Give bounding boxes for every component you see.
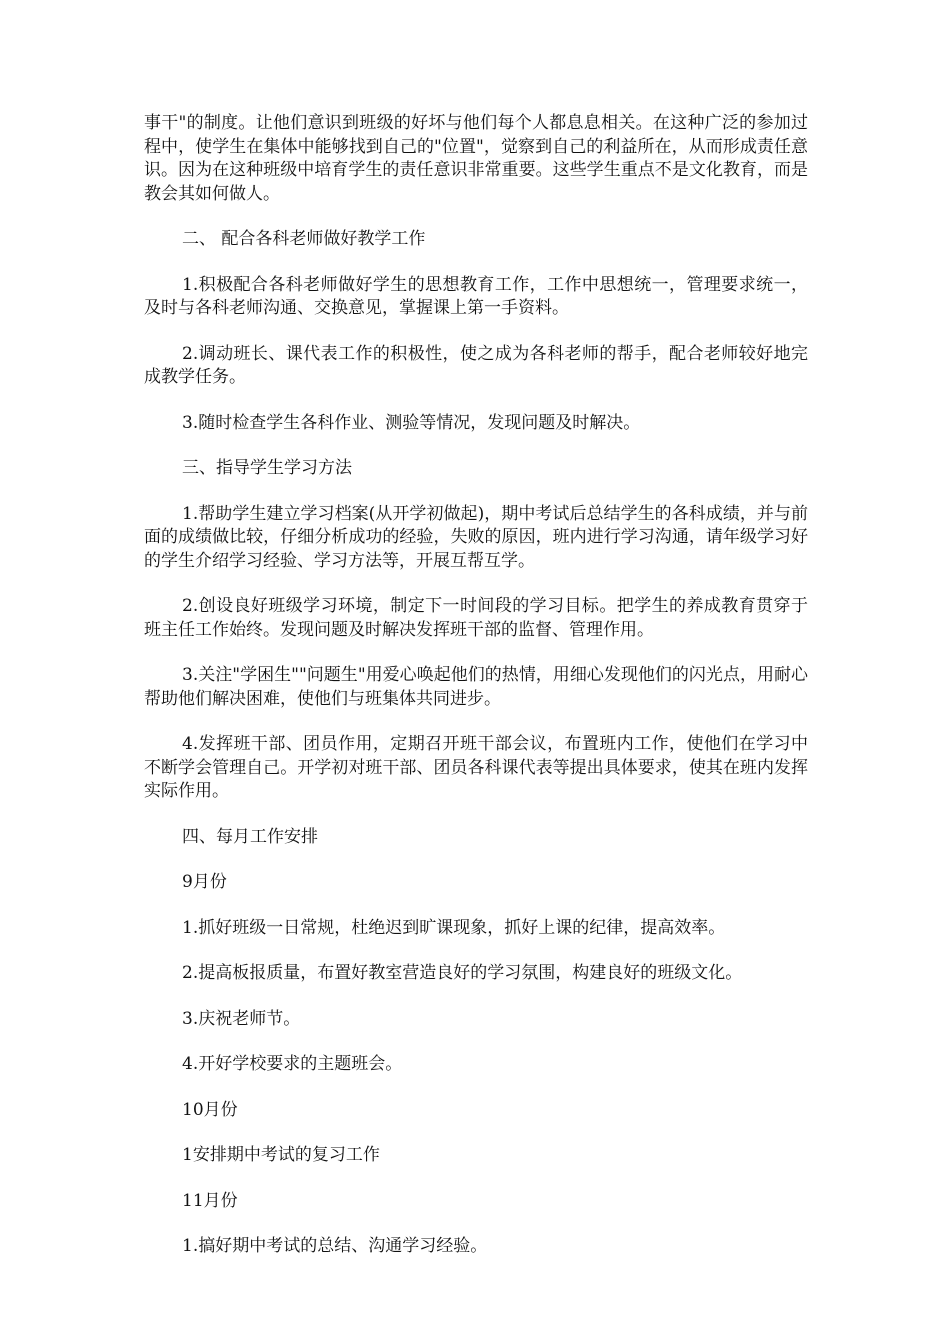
list-item: 1.积极配合各科老师做好学生的思想教育工作，工作中思想统一，管理要求统一，及时与各科老师沟通、交换意见，掌握课上第一手资料。 — [144, 274, 808, 318]
month-heading-november: 11月份 — [182, 1190, 238, 1211]
list-item: 3.庆祝老师节。 — [182, 1008, 301, 1029]
paragraph-responsibility-intro: 事干"的制度。让他们意识到班级的好坏与他们每个人都息息相关。在这种广泛的参加过程中，使学生在集体中能够找到自己的"位置"，觉察到自己的利益所在，从而形成责任意识。因为在这种班级中培育学生的责任意识非常重要。这些学生重点不是文化教育，而是教会其如何做人。 — [144, 113, 808, 204]
list-item: 3.关注"学困生""问题生"用爱心唤起他们的热情，用细心发现他们的闪光点，用耐心帮助他们解决困难，使他们与班集体共同进步。 — [144, 665, 808, 709]
section-heading-2: 二、 配合各科老师做好教学工作 — [182, 229, 426, 249]
list-item: 1.抓好班级一日常规，杜绝迟到旷课现象，抓好上课的纪律，提高效率。 — [182, 917, 726, 938]
list-item: 2.提高板报质量，布置好教室营造良好的学习氛围，构建良好的班级文化。 — [182, 963, 743, 983]
document-body — [144, 112, 808, 1281]
section-heading-3: 三、指导学生学习方法 — [182, 458, 352, 478]
list-item: 4.发挥班干部、团员作用，定期召开班干部会议，布置班内工作，使他们在学习中不断学会管理自己。开学初对班干部、团员各科课代表等提出具体要求，使其在班内发挥实际作用。 — [144, 734, 808, 801]
section-heading-4: 四、每月工作安排 — [182, 826, 318, 847]
month-heading-september: 9月份 — [182, 872, 227, 892]
list-item: 2.调动班长、课代表工作的积极性，使之成为各科老师的帮手，配合老师较好地完成教学任务。 — [144, 343, 808, 387]
list-item: 3.随时检查学生各科作业、测验等情况，发现问题及时解决。 — [182, 412, 641, 433]
list-item: 4.开好学校要求的主题班会。 — [182, 1054, 403, 1074]
list-item: 1.搞好期中考试的总结、沟通学习经验。 — [182, 1236, 488, 1256]
list-item: 1.帮助学生建立学习档案(从开学初做起)，期中考试后总结学生的各科成绩，并与前面的成绩做比较，仔细分析成功的经验，失败的原因，班内进行学习沟通，请年级学习好的学生介绍学习经验、学习方法等，开展互帮互学。 — [144, 503, 808, 571]
month-heading-october: 10月份 — [182, 1099, 238, 1120]
list-item: 1安排期中考试的复习工作 — [182, 1145, 380, 1165]
list-item: 2.创设良好班级学习环境，制定下一时间段的学习目标。把学生的养成教育贯穿于班主任工作始终。发现问题及时解决发挥班干部的监督、管理作用。 — [144, 596, 808, 640]
